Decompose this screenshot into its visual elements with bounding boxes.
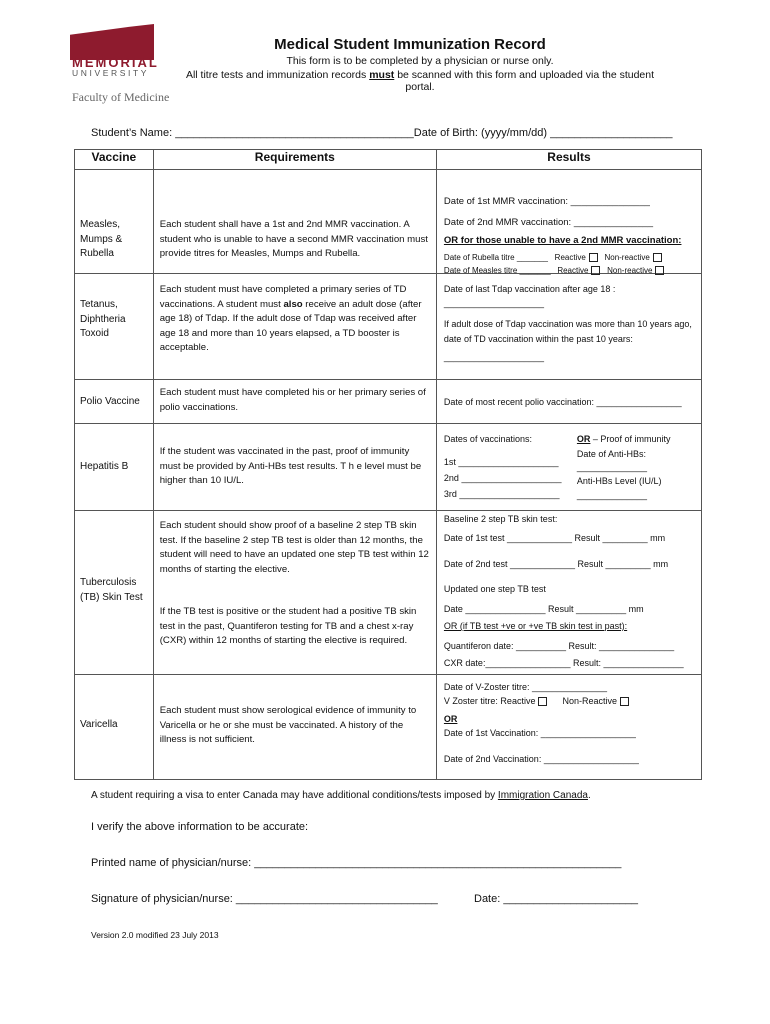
subtitle-2: All titre tests and immunization records must be scanned with this form and uploaded via the student portal. — [185, 69, 655, 93]
immigration-canada-link[interactable]: Immigration Canada — [497, 790, 588, 801]
tb-or-line: OR (if TB test +ve or +ve TB skin test in past): — [443, 621, 628, 631]
vzoster-titre-row[interactable]: V Zoster titre: Reactive Non-Reactive — [444, 694, 629, 708]
header-results: Results — [436, 150, 701, 170]
anti-hbs-level-label: Anti-HBs Level (IU/L) — [576, 476, 662, 486]
anti-hbs-level-field[interactable]: ______________ — [576, 490, 647, 500]
rubella-row[interactable]: Date of Rubella titre _______ Reactive Non-reactive — [444, 251, 662, 265]
vaccine-hepb: Hepatitis B — [80, 461, 129, 472]
mmr-date-1[interactable]: Date of 1st MMR vaccination: _______________ — [443, 196, 650, 207]
cxr-field[interactable]: CXR date:_________________ Result: ________________ — [443, 658, 684, 668]
anti-hbs-date-label: Date of Anti-HBs: — [576, 449, 646, 459]
measles-row[interactable]: Date of Measles titre _______ Reactive Non-reactive — [444, 264, 665, 278]
page-title: Medical Student Immunization Record — [274, 36, 546, 53]
req-mmr: Each student shall have a 1st and 2nd MMR vaccination. A student who is unable to have a second MMR vaccination must provide titres for Measles, Mumps and Rubella. — [159, 219, 428, 259]
version-note: Version 2.0 modified 23 July 2013 — [91, 930, 219, 940]
varicella-dose-2[interactable]: Date of 2nd Vaccination: ___________________ — [443, 754, 639, 764]
dob-field[interactable]: ____________________ — [550, 127, 673, 139]
req-tb-1: Each student should show proof of a baseline 2 step TB skin test. If the baseline 2 step TB test is older than 12 months, the student will need to have an updated one step TB test within 12 months of starting the elective. — [159, 520, 429, 575]
req-hepb: If the student was vaccinated in the past, proof of immunity must be provided by Anti-HBs test results. T h e level must be higher than 10 IU/L. — [159, 446, 422, 486]
hepb-dose-1[interactable]: 1st ____________________ — [443, 457, 559, 467]
req-tb-2: If the TB test is positive or the student had a positive TB skin test in the past, Quantiferon testing for TB and a chest x-ray (CXR) within 12 months of starting the elective is required. — [159, 606, 417, 646]
checkbox-icon[interactable] — [653, 253, 662, 262]
verify-statement: I verify the above information to be accurate: — [91, 821, 309, 833]
req-tdap: Each student must have completed a primary series of TD vaccinations. A student must also receive an adult dose (after age 18) of Tdap. If the adult dose of Tdap was received after age 18 and more than 10 years elapsed, a TD booster is acceptable. — [159, 284, 422, 353]
signature-date-field[interactable]: Date: ______________________ — [474, 893, 638, 905]
dob-label: Date of Birth: (yyyy/mm/dd) — [413, 127, 551, 139]
hepb-dates-label: Dates of vaccinations: — [443, 434, 532, 444]
vaccine-tb: Tuberculosis (TB) Skin Test — [80, 577, 143, 603]
vaccine-mmr: Measles, Mumps & Rubella — [80, 219, 123, 259]
tb-updated-test[interactable]: Date ________________ Result __________ mm — [443, 604, 644, 614]
student-name-label: Student’s Name: — [91, 127, 176, 139]
vzoster-date-field[interactable]: Date of V-Zoster titre: _______________ — [443, 682, 608, 692]
tb-test-2[interactable]: Date of 2nd test _____________ Result _________ mm — [443, 559, 669, 569]
req-polio: Each student must have completed his or her primary series of polio vaccinations. — [159, 387, 426, 413]
varicella-dose-1[interactable]: Date of 1st Vaccination: ___________________ — [443, 728, 636, 738]
mmr-or-line: OR for those unable to have a 2nd MMR vaccination: — [443, 235, 682, 246]
checkbox-icon[interactable] — [538, 697, 547, 706]
logo-university: UNIVERSITY — [72, 68, 150, 78]
header-vaccine: Vaccine — [75, 150, 154, 170]
immunization-table — [74, 149, 702, 780]
student-info-line — [91, 127, 672, 139]
tb-test-1[interactable]: Date of 1st test _____________ Result _________ mm — [443, 533, 666, 543]
vaccine-tdap: Tetanus, Diphtheria Toxoid — [80, 299, 126, 339]
anti-hbs-date-field[interactable]: ______________ — [576, 462, 647, 472]
vaccine-varicella: Varicella — [80, 719, 118, 730]
varicella-or: OR — [443, 714, 458, 724]
student-name-field[interactable]: _______________________________________ — [175, 127, 414, 139]
vaccine-polio: Polio Vaccine — [80, 396, 140, 407]
subtitle-1: This form is to be completed by a physician or nurse only. — [286, 55, 554, 67]
td-booster-field[interactable]: ____________________ — [443, 352, 545, 362]
hepb-dose-2[interactable]: 2nd ____________________ — [443, 473, 562, 483]
td-booster-label: If adult dose of Tdap vaccination was more than 10 years ago, date of TD vaccination within the past 10 years: — [443, 319, 692, 344]
req-varicella: Each student must show serological evidence of immunity to Varicella or he or she must be vaccinated. A history of the illness is not sufficient. — [159, 705, 417, 745]
header-requirements: Requirements — [153, 150, 436, 170]
tdap-last-date-label: Date of last Tdap vaccination after age 18 : — [443, 284, 616, 294]
polio-date-field[interactable]: Date of most recent polio vaccination: _________________ — [443, 397, 682, 407]
tb-baseline-label: Baseline 2 step TB skin test: — [443, 514, 558, 524]
mmr-date-2[interactable]: Date of 2nd MMR vaccination: _______________ — [443, 217, 654, 228]
faculty-name: Faculty of Medicine — [72, 90, 170, 104]
logo-memorial: MEMORIAL — [72, 55, 159, 70]
checkbox-icon[interactable] — [589, 253, 598, 262]
tdap-last-date-field[interactable]: ____________________ — [443, 298, 545, 308]
visa-note: A student requiring a visa to enter Canada may have additional conditions/tests imposed by Immigration Canada. — [91, 790, 591, 801]
hepb-dose-3[interactable]: 3rd ____________________ — [443, 489, 560, 499]
checkbox-icon[interactable] — [620, 697, 629, 706]
printed-name-field[interactable]: Printed name of physician/nurse: ____________________________________________________________ — [91, 857, 622, 869]
signature-field[interactable]: Signature of physician/nurse: _________________________________ — [91, 893, 438, 905]
quantiferon-field[interactable]: Quantiferon date: __________ Result: _______________ — [443, 641, 675, 651]
hepb-or-proof: OR – Proof of immunity — [576, 434, 671, 444]
tb-updated-label: Updated one step TB test — [443, 584, 546, 594]
